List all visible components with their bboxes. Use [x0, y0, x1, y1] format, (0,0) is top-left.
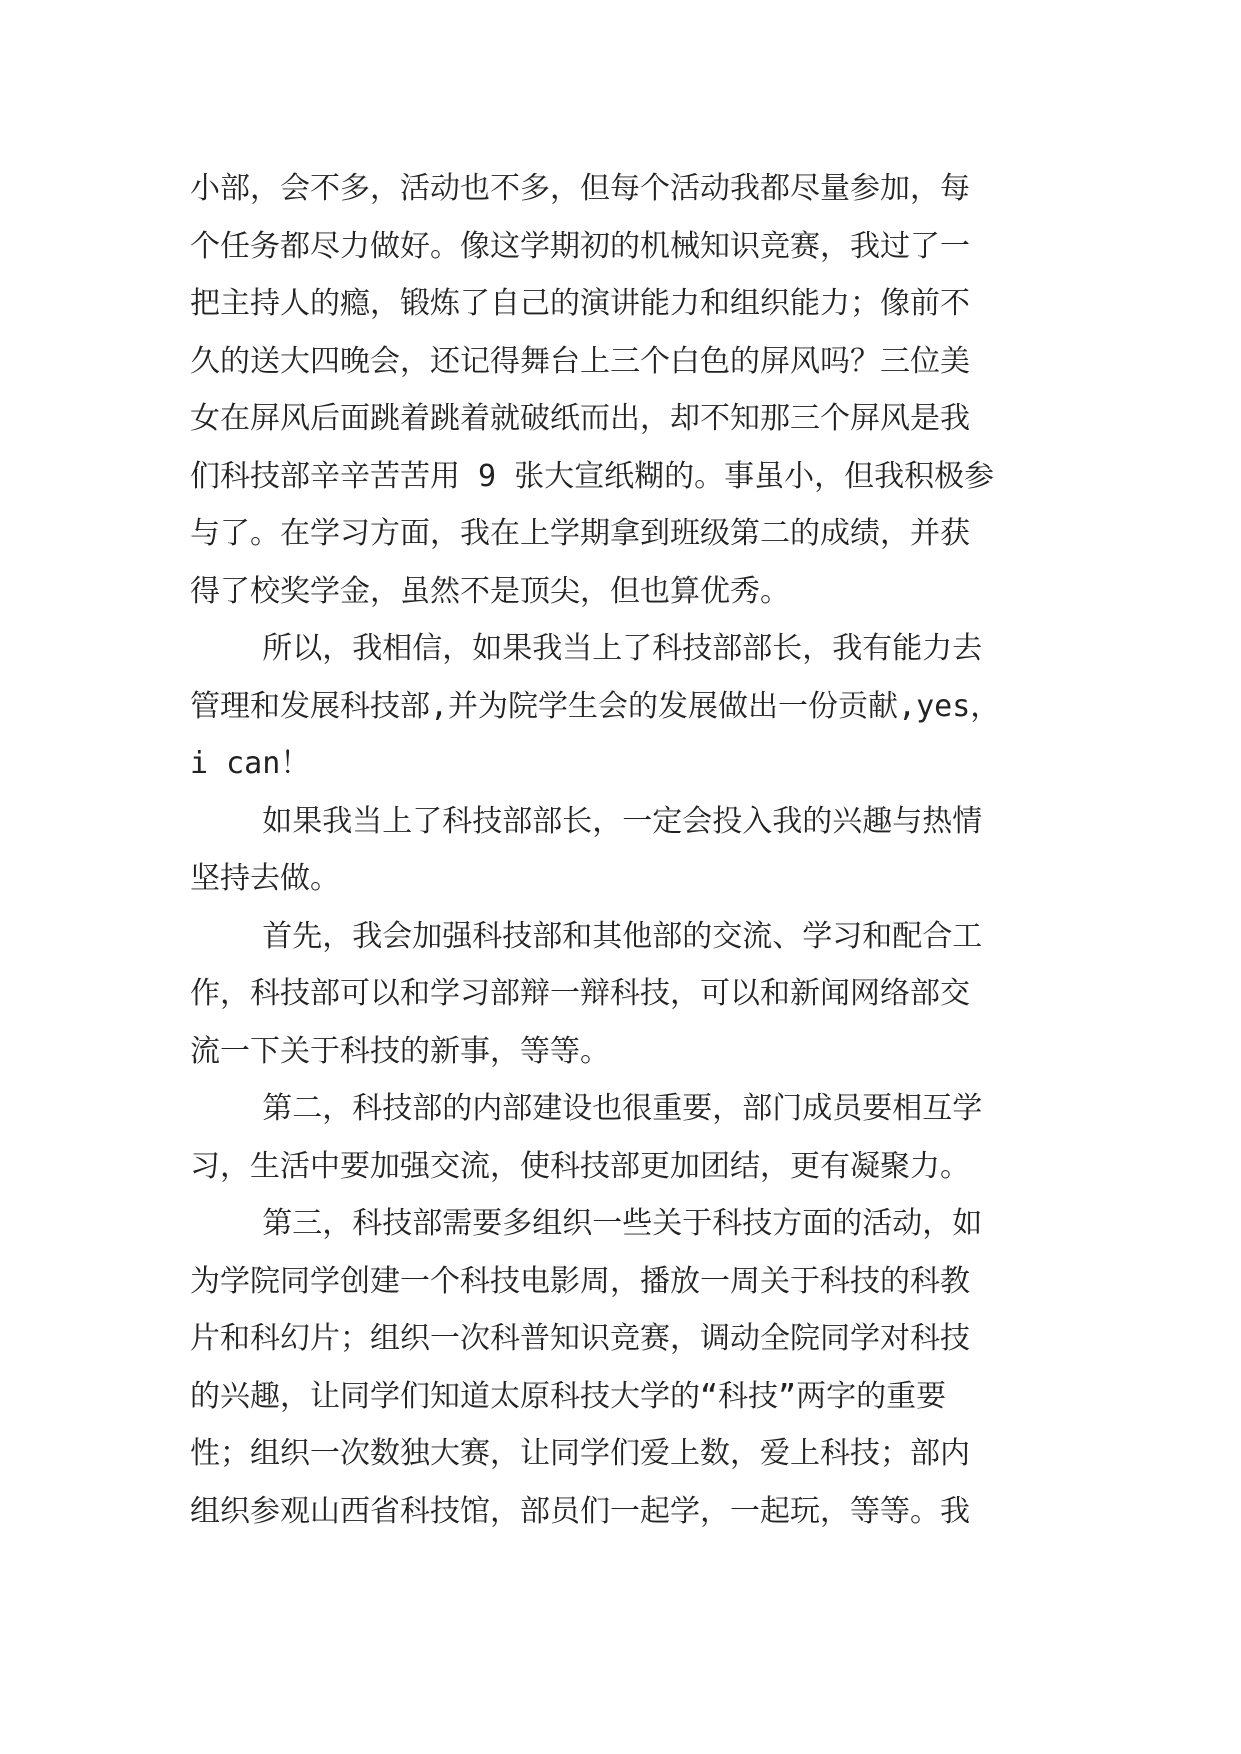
text-line: 流一下关于科技的新事，等等。 [190, 1033, 610, 1069]
text-line: 首先，我会加强科技部和其他部的交流、学习和配合工 [190, 918, 983, 954]
text-line: 把主持人的瘾，锻炼了自己的演讲能力和组织能力；像前不 [190, 286, 970, 321]
text-line: 习，生活中要加强交流，使科技部更加团结，更有凝聚力。 [190, 1148, 970, 1184]
text-line: 小部，会不多，活动也不多，但每个活动我都尽量参加，每 [190, 171, 970, 206]
document-body [190, 160, 1050, 1540]
text-line: 得了校奖学金，虽然不是顶尖，但也算优秀。 [190, 573, 790, 609]
text-line: 组织参观山西省科技馆，部员们一起学，一起玩，等等。我 [190, 1493, 970, 1529]
text-line: 作，科技部可以和学习部辩一辩科技，可以和新闻网络部交 [190, 976, 970, 1011]
text-line: 久的送大四晚会，还记得舞台上三个白色的屏风吗？三位美 [190, 343, 970, 379]
text-line: 片和科幻片；组织一次科普知识竞赛，调动全院同学对科技 [190, 1321, 970, 1356]
text-line: 如果我当上了科技部部长，一定会投入我的兴趣与热情 [190, 803, 983, 839]
text-line: 所以，我相信，如果我当上了科技部部长，我有能力去 [190, 631, 983, 666]
text-line: 与了。在学习方面，我在上学期拿到班级第二的成绩，并获 [190, 516, 970, 551]
text-line: i can！ [190, 746, 311, 781]
text-line: 们科技部辛辛苦苦用 9 张大宣纸糊的。事虽小，但我积极参 [190, 458, 995, 494]
text-line: 为学院同学创建一个科技电影周，播放一周关于科技的科教 [190, 1263, 970, 1299]
text-line: 坚持去做。 [190, 861, 340, 896]
text-line: 第二，科技部的内部建设也很重要，部门成员要相互学 [190, 1091, 983, 1126]
text-line: 个任务都尽力做好。像这学期初的机械知识竞赛，我过了一 [190, 228, 970, 264]
text-line: 第三，科技部需要多组织一些关于科技方面的活动，如 [190, 1206, 983, 1241]
text-line: 女在屏风后面跳着跳着就破纸而出，却不知那三个屏风是我 [190, 401, 970, 436]
text-line: 的兴趣，让同学们知道太原科技大学的“科技”两字的重要 [190, 1378, 947, 1414]
text-line: 管理和发展科技部,并为院学生会的发展做出一份贡献,yes， [190, 688, 1001, 724]
text-line: 性；组织一次数独大赛，让同学们爱上数，爱上科技；部内 [190, 1436, 970, 1471]
